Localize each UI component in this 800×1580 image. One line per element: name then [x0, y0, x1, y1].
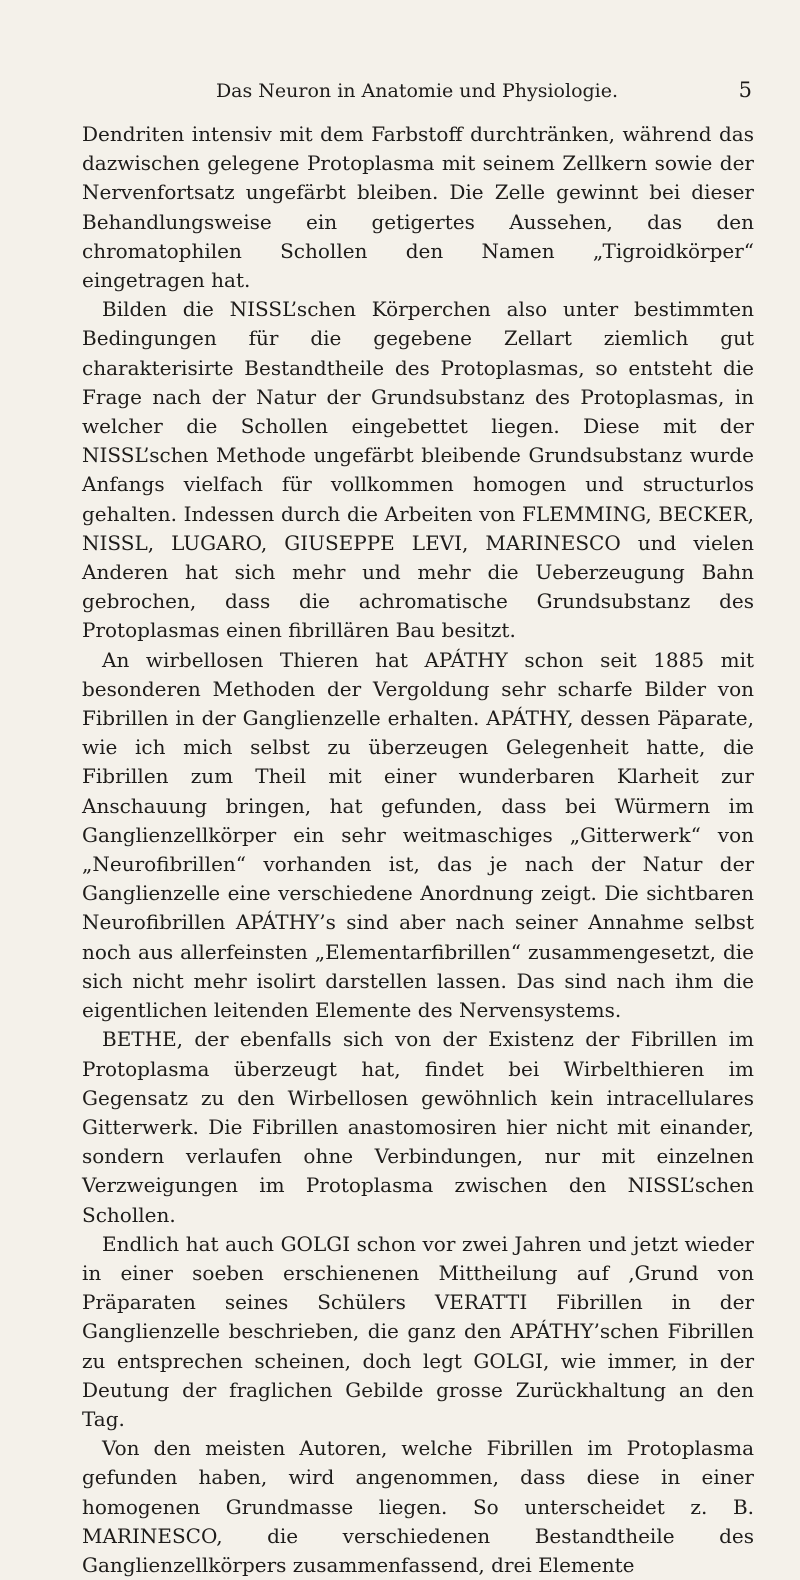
- paragraph: Endlich hat auch GOLGI schon vor zwei Jahren und jetzt wieder in einer soeben erschienenen Mittheilung auf ‚Grund von Präparaten seines Schülers VERATTI Fibrillen in der Ganglienzelle beschrieben, die ganz den APÁTHY’schen Fibrillen zu entsprechen scheinen, doch legt GOLGI, wie immer, in der Deutung der fraglichen Gebilde grosse Zurückhaltung an den Tag.: [82, 1231, 754, 1431]
- paragraph: BETHE, der ebenfalls sich von der Existenz der Fibrillen im Protoplasma überzeugt hat, findet bei Wirbelthieren im Gegensatz zu den Wirbellosen gewöhnlich kein intracellulares Gitterwerk. Die Fibrillen anastomosiren hier nicht mit einander, sondern verlaufen ohne Verbindungen, nur mit einzelnen Verzweigungen im Protoplasma zwischen den NISSL’schen Schollen.: [82, 1027, 754, 1227]
- paragraph: Dendriten intensiv mit dem Farbstoff durchtränken, während das dazwischen gelegene Protoplasma mit seinem Zellkern sowie der Nervenfortsatz ungefärbt bleiben. Die Zelle gewinnt bei dieser Behandlungsweise ein getigertes Aussehen, das den chromatophilen Schollen den Namen „Tigroidkörper“ eingetragen hat.: [82, 122, 754, 293]
- page-header: [82, 78, 752, 108]
- paragraph: Von den meisten Autoren, welche Fibrillen im Protoplasma gefunden haben, wird angenommen, dass diese in einer homogenen Grundmasse liegen. So unterscheidet z. B. MARINESCO, die verschiedenen Bestandtheile des Ganglienzellkörpers zusammenfassend, drei Elemente: [82, 1436, 754, 1577]
- paragraph: Bilden die NISSL’schen Körperchen also unter bestimmten Bedingungen für die gegebene Zellart ziemlich gut charakterisirte Bestandtheile des Protoplasmas, so entsteht die Frage nach der Natur der Grundsubstanz des Protoplasmas, in welcher die Schollen eingebettet liegen. Diese mit der NISSL’schen Methode ungefärbt bleibende Grundsubstanz wurde Anfangs vielfach für vollkommen homogen und structurlos gehalten. Indessen durch die Arbeiten von FLEMMING, BECKER, NISSL, LUGARO, GIUSEPPE LEVI, MARINESCO und vielen Anderen hat sich mehr und mehr die Ueberzeugung Bahn gebrochen, dass die achromatische Grundsubstanz des Protoplasmas einen fibrillären Bau besitzt.: [82, 297, 754, 643]
- paragraph: An wirbellosen Thieren hat APÁTHY schon seit 1885 mit besonderen Methoden der Vergoldung sehr scharfe Bilder von Fibrillen in der Ganglienzelle erhalten. APÁTHY, dessen Päparate, wie ich mich selbst zu überzeugen Gelegenheit hatte, die Fibrillen zum Theil mit einer wunderbaren Klarheit zur Anschauung bringen, hat gefunden, dass bei Würmern im Ganglienzellkörper ein sehr weitmaschiges „Gitterwerk“ von „Neurofibrillen“ vorhanden ist, das je nach der Natur der Ganglienzelle eine verschiedene Anordnung zeigt. Die sichtbaren Neurofibrillen APÁTHY’s sind aber nach seiner Annahme selbst noch aus allerfeinsten „Elementarfibrillen“ zusammengesetzt, die sich nicht mehr isolirt darstellen lassen. Das sind nach ihm die eigentlichen leitenden Elemente des Nervensystems.: [82, 647, 754, 1023]
- page-number: 5: [738, 78, 752, 102]
- running-head: Das Neuron in Anatomie und Physiologie.: [215, 80, 619, 102]
- body-text: [82, 120, 754, 1580]
